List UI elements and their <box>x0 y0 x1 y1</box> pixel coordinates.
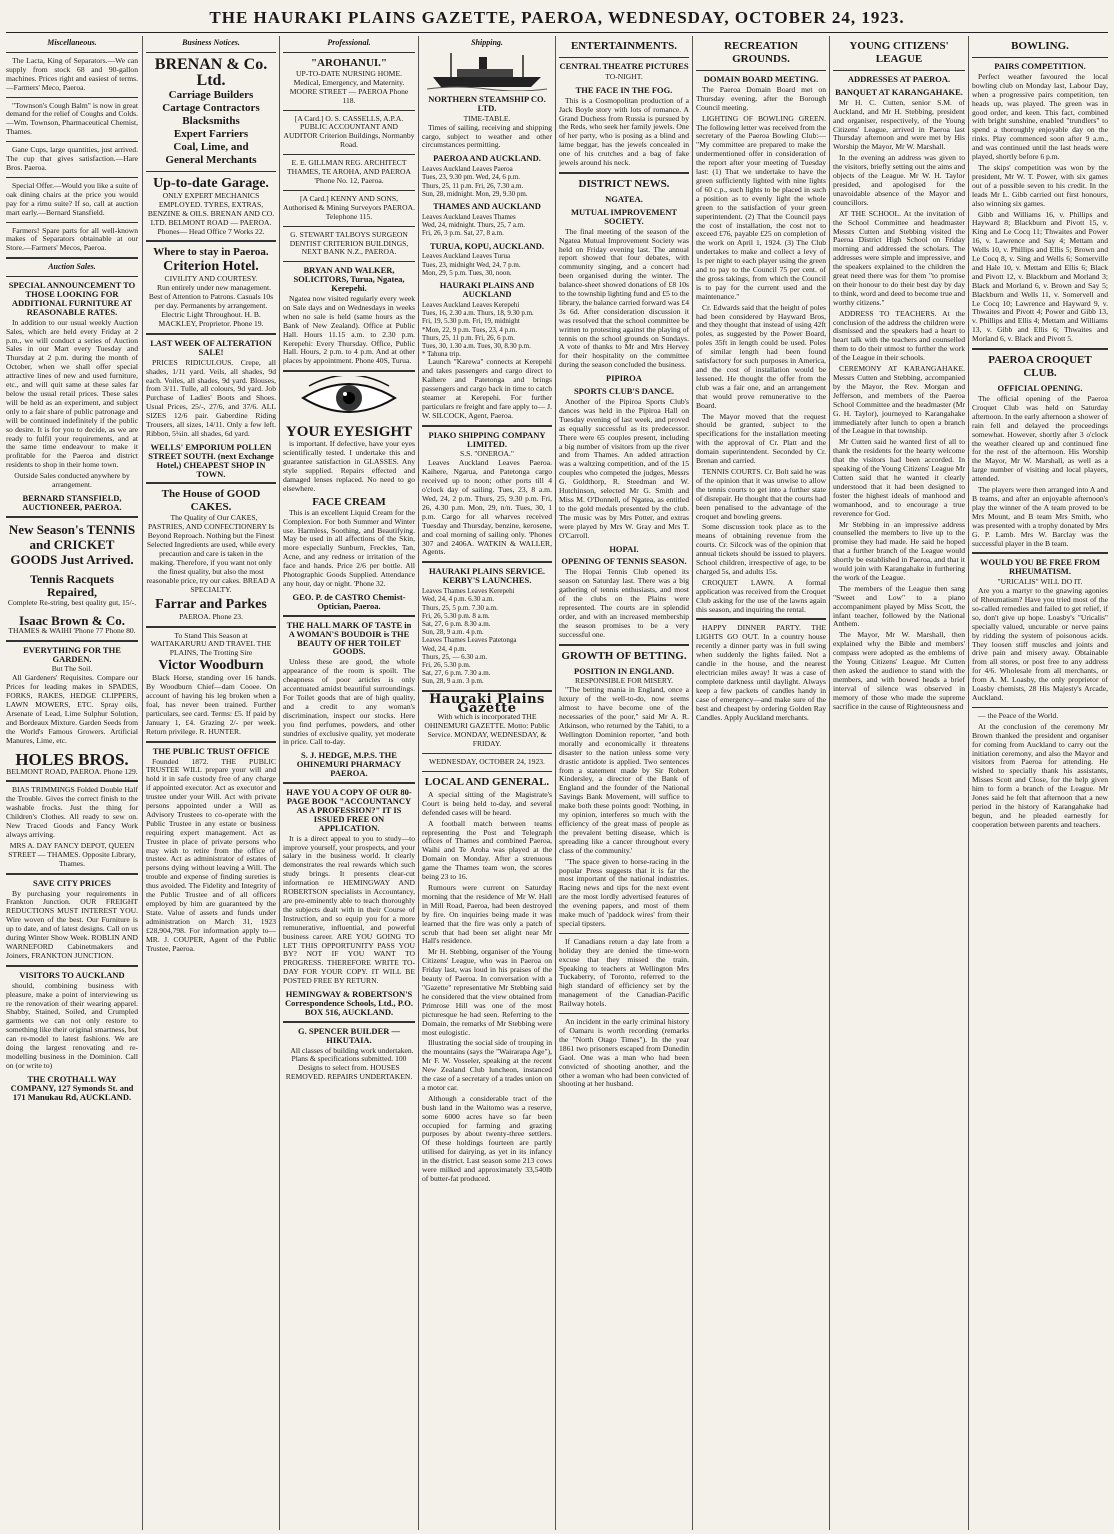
column-rule <box>142 36 143 1530</box>
criterion-hotel-name: Criterion Hotel. <box>163 259 259 275</box>
timetable-row: Tues, 23, 9.30 pm. Wed, 24, 6 p.m. <box>422 173 521 182</box>
timetable-row: Leaves Auckland Leaves Paeroa <box>422 165 513 174</box>
save-city-prices-heading: SAVE CITY PRICES <box>33 877 111 888</box>
accountancy-body: It is a direct appeal to you to study—to improve yourself, your prospects, and your salary in the business world. It clearly demonstrates the real rewards which such study brings. It presents clear-cut information re HEMINGWAY AND ROBERTSON specialists in Accountancy, are pre-eminently able to teach thoroughly the subjects dealt with in their Course of Instruction, and so equip you for a more remunerative, influential, and powerful business career. ARE YOU GOING TO LET THIS OPPORTUNITY PASS YOU BY? NOT IF YOU WANT TO PROGRESS. THEREFORE WRITE TO-DAY FOR YOUR COPY. IT WILL BE POSTED FREE BY RETURN. <box>283 833 415 986</box>
recreation-paragraph: LIGHTING OF BOWLING GREEN. The following letter was received from the secretary of the Paeroa Bowling Club:— "My committee are prepared to make the undermentioned offer in consideration of the report after your meeting of Tuesday last: (1) That we undertake to have the green sufficiently lighted with nine lights of 60 c.p., such lights to be placed in such a position as to evenly light the whole green to the satisfaction of your green superintendent. (2) That the Council pays the cost of installation, the cost not to exceed £76, payable £25 on completion of the work on April 1, 1924. (3) The Club undertakes to make and collect a levy of 1s per night to each player using the green and to pay to the Council 75 per cent. of the gross takings, from which the Council is to pay for the current used and the maintenance." <box>696 113 826 301</box>
masthead: THE HAURAKI PLAINS GAZETTE, PAEROA, WEDNESDAY, OCTOBER 24, 1923. <box>209 8 905 27</box>
garage-heading: Up-to-date Garage. <box>153 175 269 191</box>
mrs-day-depot: MRS A. DAY FANCY DEPOT, QUEEN STREET — THAMES. Opposite Library, Thames. <box>8 840 136 868</box>
ad-gane-cups: Gane Cups, large quantities, just arrived. The cup that gives satisfaction.—Hare Bros. Paeroa. <box>6 145 138 172</box>
brenan-line: General Merchants <box>165 153 257 166</box>
masthead-rule <box>6 32 1108 33</box>
brenan-line: Coal, Lime, and <box>173 140 249 153</box>
gazette-nameplate: Hauraki Plains Gazette <box>429 691 545 716</box>
timetable-row: Leaves Thames Leaves Patetonga <box>422 636 517 645</box>
special-announcement-title: SPECIAL ANNOUNCEMENT TO THOSE LOOKING FOR ADDITIONAL FURNITURE AT REASONABLE RATES. <box>8 280 136 317</box>
gillman-card: E. E. GILLMAN REG. ARCHITECT THAMES, TE AROHA, AND PAEROA 'Phone No. 12, Paeroa. <box>286 158 412 185</box>
timetable-row: Fri, 26, 5.30 p.m. 8 a.m. <box>422 611 490 620</box>
local-general-heading: LOCAL AND GENERAL. <box>424 775 550 788</box>
thames-auckland-heading: THAMES AND AUCKLAND <box>433 201 541 212</box>
farrar-parkes-details: PAEROA. Phone 23. <box>179 611 243 621</box>
ycl-paragraph: CEREMONY AT KARANGAHAKE. Messrs Cutten and Stebbing, accompanied by the Mayor, the Rev. Morgan and Jefferson, and members of the Paeroa School Committee and the headmaster (Mr G. H. Taylor), journeyed to Karangahake immediately after lunch to open a branch of the League in that township. <box>833 364 965 436</box>
timetable-row: Tues, 16, 2.30 a.m. Thurs, 18, 9.30 p.m. <box>422 309 534 318</box>
column-miscellaneous <box>6 36 138 1530</box>
bowling-results: Gibb and Williams 16, v. Phillips and Hayward 8; Blackburn and Pivott 15, v. King and Le Cocq 11; Thwaites and Power 16, v. Lawrence and Say 4; Mettam and Wells 10, v. Phillips and Ellis 5; Brown and Le Cocq 8, v. Sing and Wells 6; Somerville and Hale 10, v. Mettam and Ellis 6; Black and Pivott 12, v. Blackburn and Morland 3; Black and Morland 6, v. Brown and Say 5; Blackburn and Wells 11, v. Somervell and Le Cocq 10; Lawrence and Hayward 9, v. Thwaites and Pivott 4; Power and Gibb 13, v. Phillips and Ellis 4; Mettam and Williams 13, v. Gibb and Ellis 6; Thwaites and Morland 6, v. Black and Pivott 5. <box>972 209 1108 344</box>
hemingway-address: HEMINGWAY & ROBERTSON'S Correspondence Schools, Ltd., P.O. BOX 516, AUCKLAND. <box>285 989 413 1017</box>
film-body: This is a Cosmopolitan production of a Jack Boyle story with lots of romance. A Grand Duchess from Russia is pursued by the Reds, who seek her family jewels. One of her party, who is posing as a blind and lame beggar, has the jewels concealed in one of his crutches and a bag of fake jewels around his neck. <box>559 95 689 168</box>
tennis-opening-body: The Hopai Tennis Club opened its season on Saturday last. There was a big gathering of tennis enthusiasts, and most of the clubs on the Plains were represented. The courts are in splendid order, and with an increased membership the season promises to be a very successful one. <box>559 567 689 639</box>
timetable-heading: TIME-TABLE. <box>463 113 511 123</box>
steamship-illustration <box>427 51 547 91</box>
timetable-row: Fri, 26, 5.30 p.m. <box>422 661 471 669</box>
public-trust-body: Founded 1872. THE PUBLIC TRUSTEE WILL prepare your will and hold it in safe custody free of any charge if appointed executor. Act as executor and trustee under your Will. Act with private persons appointed under a Will as Advisory Trustees to co-operate with the Public Trustee in any estate or business requiring expert management. Act as Trustee in place of private persons who may wish to retire from the office of trustee. Act as administrator of estates of persons dying without leaving a Will. The trouble and expense of finding sureties is thus avoided. The Fidelity and Integrity of the Public Trustee and of all officers employed by him are guaranteed by the State. Value of assets and funds under administration on March 31, 1923 £28,904,798. For information apply to— MR. J. COUPER, Agent of the Public Trustee, Paeroa. <box>146 756 276 953</box>
column-rule <box>692 36 693 1530</box>
rheumatism-body: Are you a martyr to the gnawing agonies of Rheumatism? Have you tried most of the so-called remedies and failed to get relief, if so, don't give up hope. Loasby's "Uricalis" specially valued, uncurable or nerve pains by ridding the system of poisonous acids. They loosen stiff muscles and joints and drive pain and misery away. Obtainable from all stores, or post free to any address for 4/6. Wholesale from all merchants, or from A. M. Loasby, the only proprietor of Loasby chemists, 28 His Majesty's Arcade, Auckland. <box>972 586 1108 702</box>
eyesight-body: is important. If defective, have your eyes scientifically tested. I undertake this and guarantee satisfaction in GLASSES. Any style supplied. Repairs effected and damaged lenses replaced. No need to go elsewhere. <box>283 439 415 493</box>
public-trust-heading: THE PUBLIC TRUST OFFICE <box>152 745 270 756</box>
timetable-row: Leaves Thames Leaves Kerepehi <box>422 587 515 596</box>
timetable-row: *Mon, 22, 9 p.m. Tues, 23, 4 p.m. <box>422 325 518 334</box>
eyesight-heading: YOUR EYESIGHT <box>285 424 413 441</box>
canada-paragraph: If Canadians return a day late from a holiday they are denied the time-worn excuse that they missed the train. Speaking to teachers at Wellington Mrs Tuckaberry, of Toronto, referred to the high standard of efficiency set by the management of the Canadian-Pacific Railway hotels. <box>559 936 689 1009</box>
kenny-card: [A Card.] KENNY AND SONS, Authorised & Mining Surveyors PAEROA. Telephone 115. <box>283 193 415 221</box>
recreation-paragraph: Some discussion took place as to the means of obtaining revenue from the courts. Cr. Silcock was of the opinion that annual tickets should be issued to players. School children, irrespective of age, to be charged 5s, and adults 15s. <box>696 522 826 576</box>
ycl-heading: YOUNG CITIZENS' LEAGUE <box>849 40 949 65</box>
timetable-row: Sun, 28, 9 a.m. 4 p.m. <box>422 628 484 637</box>
restring-price: Complete Re-string, best quality gut, 15/-. <box>7 597 137 607</box>
timetable-row: Mon, 29, 5 p.m. Tues, 30, noon. <box>422 268 512 277</box>
ycl-paragraph: In the evening an address was given to the visitors, briefly setting out the aims and objects of the League. Mr W. H. Taylor presided, and apologised for the unavoidable absence of the Mayor and councillors. <box>833 153 965 207</box>
section-heading: Professional. <box>327 38 371 47</box>
timetable-row: Tues, 30, 1.30 a.m. Tues, 30, 8.30 p.m. <box>422 341 531 350</box>
visitors-body: should, combining business with pleasure, make a point of interviewing us re the renovation of their wearing apparel. Shabby, Stained, Soiled, and Crumpled garments we can not only restore to something like their original smartness, but can re-model to latest fashions. We are doing the largest renovating and re-modelling business in the Dominion. Call on (or write to) <box>6 980 138 1070</box>
recreation-paragraph: TENNIS COURTS. Cr. Bolt said he was of the opinion that it was unwise to allow the tennis courts to get into a further state of disrepair. He thought that the courts had been penalised to the advantage of the croquet and bowling greens. <box>696 466 826 521</box>
gazette-subtitle: With which is incorporated THE OHINEMURI GAZETTE. Motto: Public Service. MONDAY, WEDNESDAY, & FRIDAY. <box>424 712 550 749</box>
tennis-goods-heading: New Season's TENNIS and CRICKET GOODS Just Arrived. <box>8 521 136 567</box>
croquet-subheading: OFFICIAL OPENING. <box>997 383 1083 394</box>
talboys-card: G. STEWART TALBOYS SURGEON DENTIST CRITERION BUILDINGS, NEXT BANK N.Z., PAEROA. <box>289 229 409 257</box>
timetable-row: Sun, 28, midnight. Mon, 29, 9.30 pm. <box>422 189 528 198</box>
section-heading: Auction Sales. <box>48 262 96 272</box>
timetable-row: Leaves Auckland Leaves Kerepehi <box>422 300 520 309</box>
local-item: Illustrating the social side of trouping in the mountains (says the "Wairarapa Age"), Mr F. W. Vosseler, speaking at the recent New Zealand Club luncheon, instanced the case of a secretary of a trades union on a motor car. <box>422 1038 552 1092</box>
holes-bros-name: HOLES BROS. <box>15 749 129 769</box>
column-rule <box>555 36 556 1530</box>
arohanui-heading: "AROHANUI." <box>310 56 388 69</box>
bryan-walker-body: Ngatea now visited regularly every week on Sale days and on Wednesdays in weeks when no sale is held (same hours as the Bank of New Zealand). Office at Public Hall. Hours 11.15 a.m. to 2.30 p.m. Kerepehi: Every Thursday. Office, Public Hall. Hours, 2 p.m. to 4 p.m. And at other places by appointment. Phone 40S, Turua. <box>283 294 415 366</box>
criterion-subheading: CIVILITY AND COURTESY. <box>164 274 258 284</box>
good-cakes-body: The Quality of Our CAKES, PASTRIES, AND CONFECTIONERY Is Beyond Reproach. Nothing but the Finest Selected Ingredients are used, while every precaution and care is taken in the making. Therefore, if you want not only the finest quality, but also the most reasonable price, try our cakes. BREAD A SPECIALTY. <box>146 513 276 594</box>
paeroa-auckland-heading: PAEROA AND AUCKLAND. <box>433 153 541 164</box>
stay-heading: Where to stay in Paeroa. <box>153 246 269 259</box>
betting-heading: GROWTH OF BETTING. <box>561 649 687 662</box>
timetable-row: Wed, 24, 4 p.m. <box>422 644 467 653</box>
ycl-subheading: ADDRESSES AT PAEROA. <box>847 74 951 84</box>
wells-emporium: WELLS' EMPORIUM POLLEN STREET SOUTH. (next Exchange Hotel,) CHEAPEST SHOP IN TOWN. <box>148 441 274 479</box>
face-cream-body: This is an excellent Liquid Cream for the Complexion. For both Summer and Winter use. Harmless, Soothing, and Beautifying. May be used in all affections of the Skin, more especially Sunburn, Freckles, Tan, Acne, and any redness or irritation of the face and hands. Price 2/6 per bottle. All Photographic Goods Supplied. Attendance any hour, day or night. 'Phone 32. <box>283 507 415 588</box>
rheumatism-subheading: "URICALIS" WILL DO IT. <box>997 577 1083 587</box>
section-heading: Shipping. <box>471 38 503 47</box>
column-rule <box>968 36 969 1530</box>
section-heading: Business Notices. <box>182 38 240 47</box>
karewa-notice: Launch "Karewa" connects at Kerepehi and takes passengers and cargo direct to Kaihere and Patetonga and brings passengers and cargo back in time to catch steamer at Kerepehi. For further particulars re freight and fare apply to— J. W. SILCOCK, Agent, Paeroa. <box>422 357 552 420</box>
ad-lacta: The Lacta, King of Separators.—We can supply from stock 68 and 90-gallon machines. Prices right and easiest of terms.—Farmers' Meco, Paeroa. <box>6 55 138 92</box>
ycl-paragraph: Mr Stebbing in an impressive address counselled the members to live up to the promise they had made. He said he hoped that a further branch of the League would shortly be established in Paeroa, and that it would join with Karangahake in furthering the work of the League. <box>833 519 965 582</box>
timetable-row: Wed, 24, 4 p.m. 6.30 a.m. <box>422 595 495 604</box>
timetable-row: Sun, 28, 9 a.m. 3 p.m. <box>422 677 484 686</box>
column-shipping <box>422 36 552 1530</box>
criterion-body: Run entirely under new management. Best of Attention to Patrons. Casuals 10s per day. Permanents by arrangement. Electric Light Throughout. H. B. MACKLEY, Proprietor. Phone 19. <box>148 283 274 328</box>
hall-mark-heading: THE HALL MARK OF TASTE in A WOMAN'S BOUDOIR is THE BEAUTY OF HER TOILET GOODS. <box>286 619 412 657</box>
column-entertainments <box>559 36 689 1530</box>
timetable-row: Thurs, 25, 11 p.m. Fri, 26, 7.30 a.m. <box>422 181 524 190</box>
recreation-paragraph: The Mayor moved that the request should be granted, subject to the specifications for the installation meeting with the approval of Cr. Platt and the domain superintendent. Seconded by Cr. Brenan and carried. <box>696 411 826 466</box>
tennis-opening-heading: OPENING OF TENNIS SEASON. <box>561 556 687 567</box>
hopai-heading: HOPAI. <box>609 543 639 554</box>
farrar-parkes-name: Farrar and Parkes <box>155 596 267 612</box>
bowling-heading: BOWLING. <box>1011 40 1069 52</box>
district-news-heading: DISTRICT NEWS. <box>578 177 670 190</box>
ycl-paragraph: AT THE SCHOOL. At the invitation of the School Committee and headmaster Messrs Cutten and Stebbing visited the Paeroa District High School on Friday morning and addressed the scholars. The addresses were simple and impressive, and the speakers explained to the children the great need there was for them "to promise on their honour to do their best day by day to think, word and deed to become true and worthy citizens." <box>833 208 965 307</box>
ycl-paragraph: Mr H. C. Cutten, senior S.M. of Auckland, and Mr H. Stebbing, president and organiser, respectively, of the Young Citizens' League, arrived in Paeroa last Thursday afternoon and were met by His Worship the Mayor, Mr W. Marshall. <box>833 97 965 152</box>
timetable-row: Tues, 23, midnight Wed, 24, 7 p.m. <box>422 260 521 269</box>
crothall-address: THE CROTHALL WAY COMPANY, 127 Symonds St. and 171 Manukau Rd, AUCKLAND. <box>10 1073 134 1102</box>
alteration-sale-body: PRICES RIDICULOUS. Crepe, all shades, 1/11 yard. Veils, all shades, 9d each. Voiles, all shades, 9d yard. Blouses, from 3/11. Tulle, all colours, 9d yard. Job Purchase of Ladies' Boots and Shoes. Usual Prices, 25/-, 27/6, and 37/6. ALL SIZES 12/6 pair. Gaberdine Riding Trousers, all sizes, 14/11. Only a few left. Ribbon, 5¼in. all shades, 6d yard. <box>146 357 276 438</box>
pipiroa-heading: PIPIROA <box>606 373 642 384</box>
timetable-row: Leaves Auckland Leaves Turua <box>422 252 511 261</box>
special-announcement-body: In addition to our usual weekly Auction Sales, which are held every Friday at 2 p.m., we will conduct a series of Auction Sales in our Mart every Tuesday and Thursday at 2 p.m. during the month of October, when we shall offer special attractive lines of new and used furniture, etc., and will quit same at these sales far below the usual retail prices. These sales will be held as an experiment, and subject only to a fair share of public patronage and will be continued indefinitely if the public so desire. It is for you to decide, as we are ready to fulfil your requirements, and at the same time endeavour to make it profitable for the Paeroa and district residents to shop in their home town. <box>6 317 138 470</box>
local-item: Rumours were current on Saturday morning that the residence of Mr W. Hall in Mill Road, Paeroa, had been destroyed by fire. On inquiries being made it was learned that the fire was only a patch of scrub that had been set alight near Mr Hall's residence. <box>422 883 552 946</box>
timetable-row: Fri, 26, 3 p.m. Sat, 27, 8 a.m. <box>422 229 504 238</box>
isaac-brown-name: Isaac Brown & Co. <box>19 612 125 628</box>
column-rule <box>418 36 419 1530</box>
spencer-body: All classes of building work undertaken. Plans & specifications submitted. 100 Designs to select from. HOUSES REMOVED. REPAIRS UNDERTAKEN. <box>285 1045 414 1082</box>
recreation-paragraph: Cr. Edwards said that the height of poles had been considered by Hayward Bros, and they thought that instead of using 42ft poles, as suggested by the Power Board, poles 35ft in length could be used. Poles of similar length had been found satisfactory for such purposes in America, and the cost of installation would be lessened. He thought the offer from the club was a fair one, and an arrangement that would prove remunerative to the Board. <box>696 302 826 410</box>
arohanui-body: UP-TO-DATE NURSING HOME. Medical, Emergency, and Maternity. MOORE STREET — PAEROA Phone 118. <box>289 68 409 105</box>
pairs-heading: PAIRS COMPETITION. <box>994 61 1086 71</box>
entertainments-heading: ENTERTAINMENTS. <box>570 40 678 52</box>
central-theatre: CENTRAL THEATRE PICTURES <box>559 61 689 71</box>
visitors-heading: VISITORS TO AUCKLAND <box>19 969 125 980</box>
turua-heading: TURUA, KOPU, AUCKLAND. <box>429 240 545 251</box>
film-title: THE FACE IN THE FOG. <box>575 84 673 95</box>
candles-advert: HAPPY DINNER PARTY. THE LIGHTS GO OUT. In a country house recently a dinner party was in full swing when suddenly the lights failed. Not a candle in the house, and the nearest electrician miles away! It was a case of complete darkness until daylight. Always keep a few packets of candles handy in case of emergency—and make sure of the best and cheapest by ordering Golden Ray Candles. Apply Auckland merchants. <box>696 623 826 722</box>
recreation-paragraph: The Paeroa Domain Board met on Thursday evening, after the Borough Council meeting. <box>696 84 826 112</box>
timetable-row: Thurs, 25, — 6.30 a.m. <box>422 652 488 661</box>
bryan-walker-heading: BRYAN AND WALKER, SOLICITORS, Turua, Ngatea, Kerepehi. <box>293 265 405 294</box>
timetable-row: Fri, 19, 5.30 p.m. Fri, 19, midnight <box>422 317 520 326</box>
column-rule <box>279 36 280 1530</box>
garden-body: All Gardeners' Requisites. Compare our Prices for leading makes in SPADES, FORKS, RAKES, HEDGE CLIPPERS, LAWN MOWERS, ETC. Spray oils, Arsenate of Lead, Lime Sulphur Solution, and Bordeaux Mixture. Garden Seeds from the World's Famous Growers. Artificial Manures, Lime, etc. <box>6 673 138 745</box>
spencer-heading: G. SPENCER BUILDER — HIKUTAIA. <box>297 1025 401 1045</box>
tonight: TO-NIGHT. <box>605 71 643 81</box>
brenan-line: Expert Farriers <box>173 127 249 140</box>
de-castro-name: GEO. P. de CASTRO Chemist-Optician, Paeroa. <box>292 591 406 611</box>
stansfield-signature: BERNARD STANSFIELD, AUCTIONEER, PAEROA. <box>22 492 122 512</box>
holes-bros-body: BIAS TRIMMINGS Folded Double Half the Trouble. Gives the correct finish to the washable frocks. Just the thing for Children's Clothes. All ready to sew on. New Traced Goods and Fancy Work always arriving. <box>6 785 138 839</box>
ycl-banquet: BANQUET AT KARANGAHAKE. <box>835 86 963 97</box>
sports-dance-body: Another of the Pipiroa Sports Club's dances was held in the Pipiroa Hall on Tuesday evening of last week, and proved as equally successful as its predecessor. There were 65 couples present, including a big number of visitors from up the river and from Thames. An added attraction was a waltzing competition, and of the 15 couples who competed the judges, Messrs G. Goldthorp, R. Steedman and W. Hutchinson, selected Mr G. Smith and Miss M. O'Donnell, of Ngatea, as entitled to the gold medals presented by the club. The music was by Mrs Potter, and extras were played by Mrs W. Gray and Mrs T. O'Carroll. <box>559 397 689 540</box>
column-business-notices <box>146 36 276 1530</box>
betting-paragraph: "The space given to horse-racing in the popular Press suggests that it is far the most important of the national industries. Racing news and tips for the next event are the most lordly advertised features of the evening papers, and most of them make much of 'paddock wires' from their special tipsters. <box>559 856 689 928</box>
peace-line: — the Peace of the World. <box>978 710 1059 720</box>
ad-farmers: Farmers! Spare parts for all well-known makes of Separators obtainable at our Store.—Farmers' Mecos, Paeroa. <box>6 225 138 253</box>
timetable-row: Wed, 24, midnight. Thurs, 25, 7 a.m. <box>422 221 525 230</box>
column-recreation <box>696 36 826 1530</box>
good-cakes-heading: The House of GOOD CAKES. <box>161 488 261 514</box>
domain-board-heading: DOMAIN BOARD MEETING. <box>703 74 819 84</box>
betting-subheading-2: RESPONSIBLE FOR MISERY. <box>575 676 673 686</box>
cassells-card: [A Card.] O. S. CASSELLS, A.P.A. PUBLIC ACCOUNTANT AND AUDITOR Criterion Buildings, Normanby Road. <box>283 113 415 150</box>
victor-woodburn-body: Black Horse, standing over 16 hands. By Woodburn Chief—dam Cooee. On account of having his leg broken when a foal, has never been trained. Further particulars, see card. Terms: £5. If paid by January 1, £4. Grazing 2/- per week. Return privilege. R. HUNTER. <box>146 673 276 736</box>
ad-special-offer: Special Offer.—Would you like a suite of oak dining chairs at the price you would pay for a rimu suite? If so, call at auction mart early.—Bernard Stansfield. <box>6 180 138 217</box>
garden-heading: EVERYTHING FOR THE GARDEN. <box>23 644 121 664</box>
hedge-pharmacy: S. J. HEDGE, M.P.S. THE OHINEMURI PHARMACY PAEROA. <box>296 750 402 779</box>
hauraki-service-heading: HAURAKI PLAINS SERVICE. KERBY'S LAUNCHES. <box>428 566 546 586</box>
oneroa-name: S.S. "ONEROA." <box>460 449 514 459</box>
eye-illustration <box>299 376 399 420</box>
betting-paragraph: "The betting mania in England, once a luxury of the well-to-do, now seems almost to have become one of the necessaries of the poor," said Mr A. R. Atkinson, who returned by the Tahiti, to a Wellington Dominion reporter, "and both morally and economically it threatens disaster to the nation unless some very drastic antidote is applied. Two sentences from a statement made by Sir Robert Kindersley, a director of the Bank of England and the founder of the National Savings Bank Movement, will suffice to make both these points good: 'Nothing, in my opinion, interferes so much with the efficiency of the great mass of people as the prevalent betting disease, which is spreading like a cancer throughout every class of the community.' <box>559 685 689 855</box>
timetable-row: Sat, 27, 6 p.m. 7.30 a.m. <box>422 669 491 678</box>
ycl-paragraph: The Mayor, Mr W. Marshall, then explained why the Bible and members' compass were adopted as the emblems of the Young Citizens' League. Mr Cutten then asked the audience to stand with the members, and with bowed heads a brief interval of silence was observed in memory of those who made the supreme sacrifice in the cause of Righteousness and <box>833 630 965 711</box>
mis-body: The final meeting of the season of the Ngatea Mutual Improvement Society was held on Friday evening last. The annual report showed that four debates, with community singing, and a concert had been organised during the winter. The balance-sheet showed donations of £8 10s to the township lighting fund and £5 to the library, the balance carried forward was £4 3s 6d. After consideration discussion it was resolved that the school committee be written to protesting against the playing of tennis on the school grounds on Sundays. A vote of thanks to Mr and Mrs Hervey for their hospitality on the committee during the season concluded the business. <box>559 226 689 370</box>
garden-subheading: But The Soil. <box>51 664 93 674</box>
brenan-line: Cartage Contractors <box>162 101 260 114</box>
holes-bros-address: BELMONT ROAD, PAEROA. Phone 129. <box>6 766 138 776</box>
ad-townson: "Townson's Cough Balm" is now in great demand for the relief of Coughs and Colds.—Wm. Townson, Pharmaceutical Chemist, Thames. <box>6 100 138 137</box>
piako-heading: PIAKO SHIPPING COMPANY LIMITED. <box>428 429 546 449</box>
rheumatism-heading: WOULD YOU BE FREE FROM RHEUMATISM. <box>979 557 1101 577</box>
alteration-sale-heading: LAST WEEK OF ALTERATION SALE! <box>150 337 272 357</box>
save-city-prices-body: By purchasing your requirements in Frankton Junction. OUR FREIGHT REDUCTIONS MUST INTEREST YOU. Wire woven of the best. Our Furniture is up to date, and of latest designs. Call on us during Winter Show Week. ROBLIN AND WARNEFORD Cabinetmakers and Joiners, FRANKTON JUNCTION. <box>6 888 138 960</box>
brenan-name: BRENAN & Co. Ltd. <box>154 55 268 89</box>
victor-woodburn-name: Victor Woodburn <box>158 658 264 674</box>
brenan-line: Carriage Builders <box>168 88 254 101</box>
recreation-paragraph: CROQUET LAWN. A formal application was received from the Croquet Club asking for the use of the lawns again this season, and inquiring the rental. <box>696 577 826 614</box>
ngatea-heading: NGATEA. <box>605 193 643 204</box>
croquet-heading: PAEROA CROQUET CLUB. <box>988 354 1092 380</box>
section-heading: Miscellaneous. <box>47 38 97 47</box>
timetable-row: Thurs, 25, 5 p.m. 7.30 a.m. <box>422 603 498 612</box>
recreation-heading: RECREATION GROUNDS. <box>724 40 798 65</box>
hall-mark-body: Unless these are good, the whole appearance of the room is spoilt. The cheapness of poor articles is only accentuated amidst beautiful surroundings. For Toilet goods that are of high quality, and a credit to any woman's discrimination, inspect our stocks. Here you find perfumes, powders, and other sundries of exclusive quality, yet moderate in price. Call to-day. <box>283 657 415 747</box>
croquet-paragraph: The official opening of the Paeroa Croquet Club was held on Saturday afternoon. In the early afternoon a shower of rain fell and delayed the proceedings somewhat. However, shortly after 3 o'clock the weather cleared up and continued fine for the rest of the afternoon. His Worship the Mayor, Mr W. Marshall, as well as a large number of visiting and local players, attended. <box>972 394 1108 484</box>
bowling-paragraph: Perfect weather favoured the local bowling club on Monday last, Labour Day, when a progressive pairs competition, ten heads up, was played. The green was in good order, and keen. This fact, combined with bright sunshine, enabled "trundlers" to spend a thoroughly enjoyable day on the rinks. Play commenced soon after 9 a.m., and was continued until the last heads were played, shortly before 6 p.m. <box>972 71 1108 162</box>
column-young-citizens <box>833 36 965 1530</box>
betting-subheading: POSITION IN ENGLAND. <box>574 665 674 676</box>
accountancy-heading: HAVE YOU A COPY OF OUR 80-PAGE BOOK "ACCOUNTANCY AS A PROFESSION?" IT IS ISSUED FREE ON APPLICATION. <box>286 787 412 833</box>
bowling-paragraph: The skips' competition was won by the president, Mr W. T. Power, with six games out of a possible seven to his credit. In the leads Mr L. Gibb carried out first honours, also winning six games. <box>972 162 1108 208</box>
column-rule <box>829 36 830 1530</box>
outside-sales: Outside Sales conducted anywhere by arrangement. <box>14 471 130 490</box>
piako-body: Leaves Auckland Leaves Paeroa. Kaihere, Ngarua, and Patetonga cargo received up to noon; other ports till 4 o'clock day of sailing. Tues, 23, 8 a.m. Wed, 24, 2 p.m. Thurs, 25, 9.30 p.m. Fri, 26, 4.30 p.m. Mon, 29, n/n. Tues, 30, 1 p.m. Cargo for all wharves received Tuesday and Thursday, benzine, kerosene, and coal morning of sailing only. 'Phones 307 and 2406A. WATKIN & WALLER, Agents. <box>422 458 552 557</box>
ycl-paragraph: The members of the League then sang "Sweet and Low" to a piano accompaniment played by Miss Scott, the infant teacher, followed by the National Anthem. <box>833 583 965 629</box>
ycl-paragraph: Mr Cutten said he wanted first of all to thank the residents for the hearty welcome that the visitors had been accorded. In speaking of the Young Citizens' League Mr Cutten said that he wanted it clearly understood that it had been designed to foster the highest ideals of manhood and womanhood, and to encourage a true reverence for God. <box>833 437 965 518</box>
garage-details: ONLY EXPERT MECHANICS EMPLOYED. TYRES, EXTRAS, BENZINE & OILS. BRENAN AND CO. LTD. BELMONT ROAD — PAEROA. Phones— Head Office 7 Works 22. <box>147 190 275 236</box>
croquet-paragraph: The players were then arranged into A and B teams, and after an enjoyable afternoon's play the winner of the A team proved to be Mrs Mount, and B team Mrs Smith, who was presented with a trophy donated by Mrs G. P. Lamb. Mrs W. Barclay was the successful player in the B team. <box>972 485 1108 548</box>
tennis-racquets-heading: Tennis Racquets Repaired, <box>30 571 114 599</box>
northern-steamship-name: NORTHERN STEAMSHIP CO. LTD. <box>428 93 546 113</box>
column-bowling <box>972 36 1108 1530</box>
ycl-paragraph: ADDRESS TO TEACHERS. At the conclusion of the address the children were dismissed and the speakers had a heart to heart talk with the teachers and counselled them to do their utmost to further the work of the League in their schools. <box>833 308 965 363</box>
peace-body: At the conclusion of the ceremony Mr Brown thanked the president and organiser for coming from Auckland to carry out the initiation ceremony, and also the Mayor and visitors from Paeroa for attending. He wished to specially thank his assistants, Misses Scott and Close, for the help given him to form a branch of the League. Mr Jones said he felt that afternoon that a new period in the history of Karangahake had begun, and he pleaded earnestly for cooperation between parents and teachers. <box>972 721 1108 829</box>
local-item: Although a considerable tract of the bush land in the Waitomo was a reserve, some 6000 acres have so far been occupied for farming and grazing purposes by about twenty-three settlers. Of these holdings fourteen are partly utilised for dairying, as yet in its infancy in the district. Last season some 213 cows were milked and approximately 33,540lb of butter-fat produced. <box>422 1093 552 1184</box>
oamaru-paragraph: An incident in the early criminal history of Oamaru is worth recording (remarks the "North Otago Times"). In the year 1861 two prisoners escaped from Dunedin Gaol. One was a man who had been convicted of shooting another, and the other a woman who had been convicted of shooting at her husband. <box>559 1017 689 1089</box>
timetable-row: * Tahuna trip. <box>422 350 461 359</box>
hauraki-auckland-heading: HAURAKI PLAINS AND AUCKLAND <box>439 280 535 299</box>
issue-date: WEDNESDAY, OCTOBER 24, 1923. <box>429 757 545 767</box>
sports-dance-heading: SPORTS CLUB'S DANCE. <box>573 386 675 397</box>
timetable-row: Thurs, 25, 11 p.m. Fri, 26, 6 p.m. <box>422 333 515 342</box>
timetable-row: Leaves Auckland Leaves Thames <box>422 212 516 221</box>
brenan-line: Blacksmiths <box>182 114 240 127</box>
face-cream-heading: FACE CREAM <box>312 495 386 508</box>
stand-season: To Stand This Season at WAITAKARURU AND TRAVEL THE PLAINS, The Trotting Sire <box>150 630 272 658</box>
timetable-note: Times of sailing, receiving and shipping cargo, subject to weather and other circumstances permitting. <box>422 122 552 150</box>
isaac-brown-phones: THAMES & WAIHI 'Phone 77 Phone 80. <box>8 625 136 635</box>
timetable-row: Sat, 27, 6 p.m. 8.30 a.m. <box>422 619 491 628</box>
column-professional <box>283 36 415 1530</box>
local-item: Mr H. Stebbing, organiser of the Young Citizens' League, who was in Paeroa on Friday last, was loud in his praises of the beauty of Paeroa. In conversation with a "Gazette" representative Mr Stebbing said he considered that the view obtained from Primrose Hill was one of the most picturesque he had seen. Referring to the Domain, the remarks of Mr Stebbing were most eulogistic. <box>422 947 552 1037</box>
local-item: A football match between teams representing the Post and Telegraph offices of Thames and combined Paeroa, Waihi and Te Aroha was played at the Domain on Monday. After a strenuous game the Thames team won, the scores being 23 to 16. <box>422 818 552 882</box>
local-item: A special sitting of the Magistrate's Court is being held to-day, and several defended cases will be heard. <box>422 789 552 817</box>
mis-heading: MUTUAL IMPROVEMENT SOCIETY. <box>570 206 677 226</box>
